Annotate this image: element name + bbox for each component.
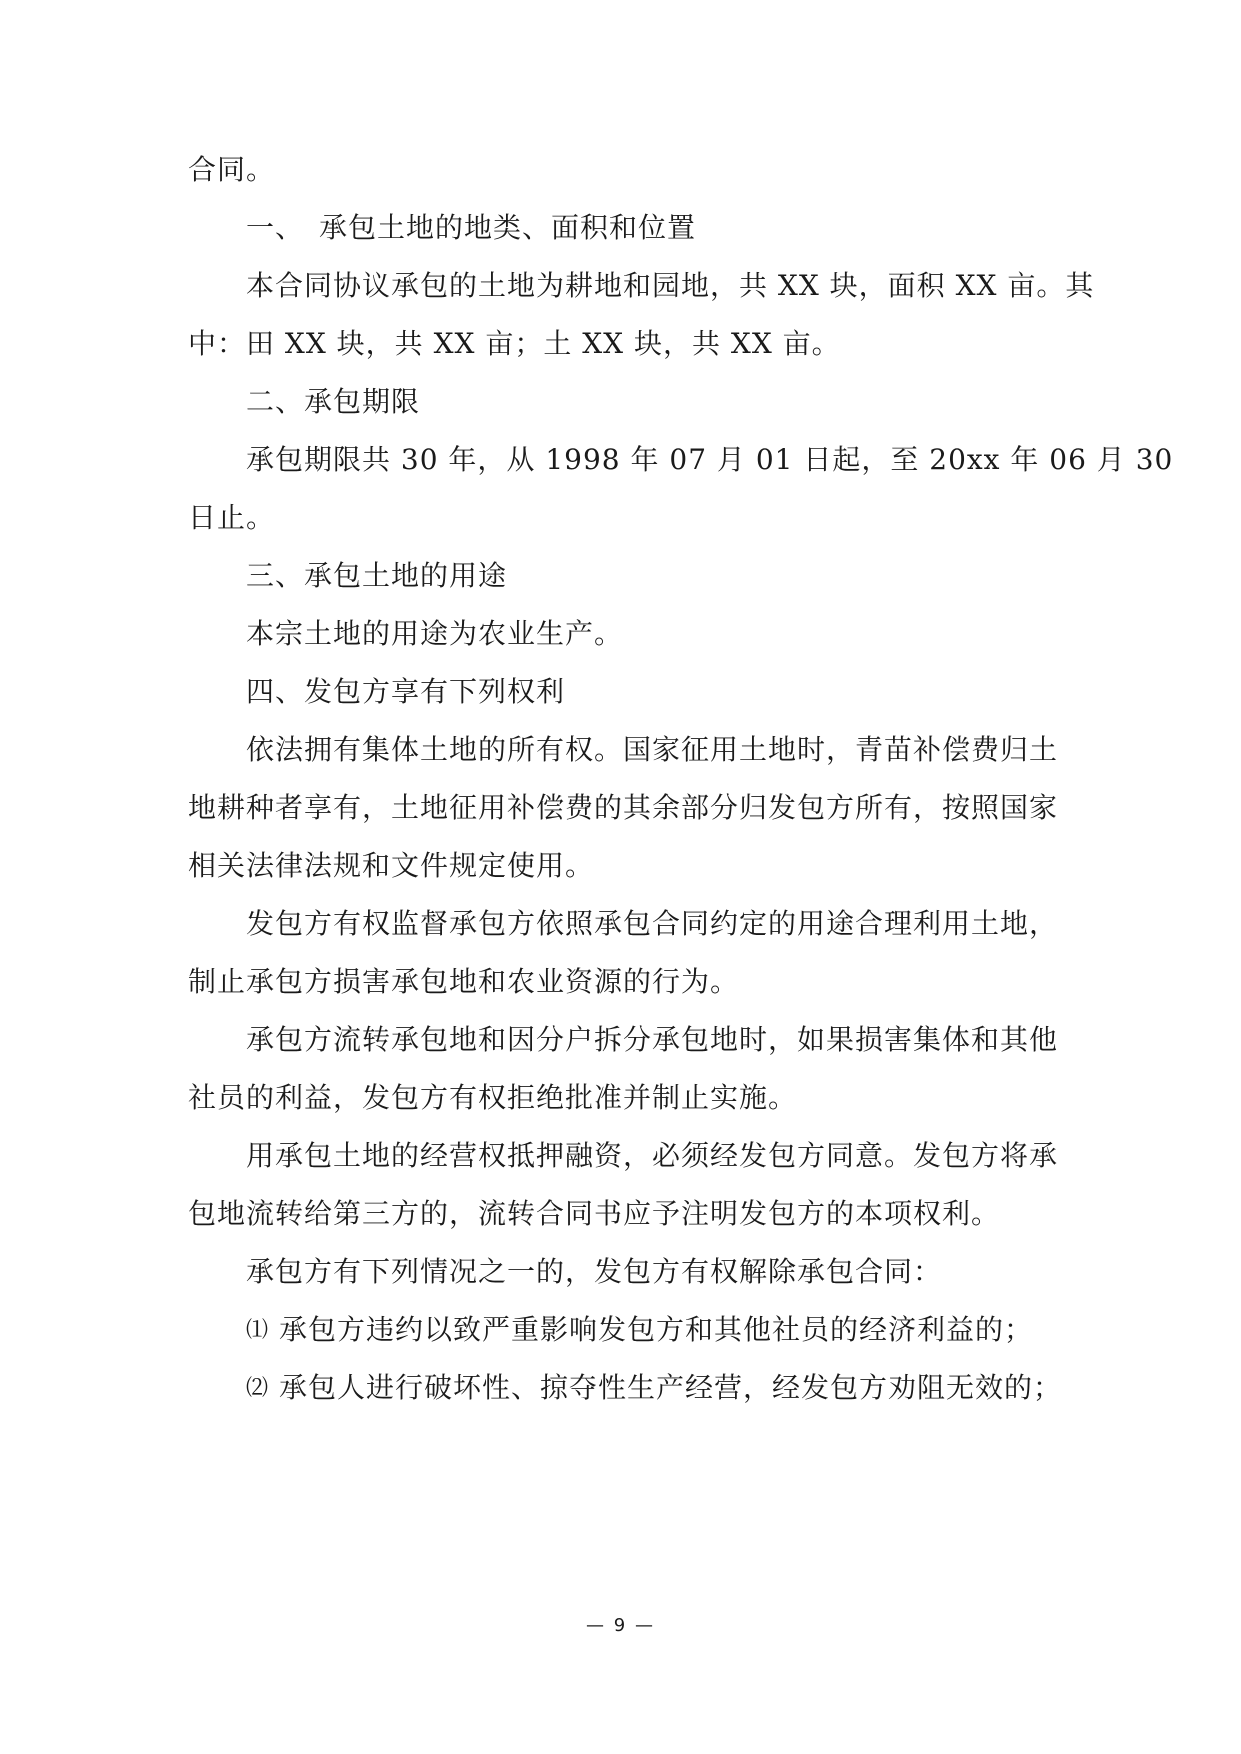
section-heading: 四、发包方享有下列权利	[246, 675, 566, 708]
text-line: 承包期限共 30 年，从 1998 年 07 月 01 日起，至 20xx 年 06 月 30	[246, 443, 1174, 476]
text-line: 包地流转给第三方的，流转合同书应予注明发包方的本项权利。	[188, 1197, 1001, 1230]
text-line: 本宗土地的用途为农业生产。	[246, 617, 624, 650]
list-item-number: ⑴	[246, 1318, 270, 1343]
list-item-text: 承包人进行破坏性、掠夺性生产经营，经发包方劝阻无效的；	[279, 1371, 1063, 1404]
text-line: 本合同协议承包的土地为耕地和园地，共 XX 块，面积 XX 亩。其	[246, 269, 1095, 302]
list-item	[246, 1310, 1033, 1350]
text-line: 相关法律法规和文件规定使用。	[188, 849, 595, 882]
text-line: 社员的利益，发包方有权拒绝批准并制止实施。	[188, 1081, 798, 1114]
text-line: 日止。	[188, 501, 276, 534]
list-item-text: 承包方违约以致严重影响发包方和其他社员的经济利益的；	[279, 1313, 1034, 1346]
section-heading: 二、承包期限	[246, 385, 421, 418]
text-line: 发包方有权监督承包方依照承包合同约定的用途合理利用土地，	[246, 907, 1059, 940]
list-item	[246, 1368, 1062, 1408]
section-heading: 一、 承包土地的地类、面积和位置	[246, 211, 697, 244]
section-heading: 三、承包土地的用途	[246, 559, 508, 592]
text-line: 合同。	[188, 153, 276, 186]
page-number: — 9 —	[586, 1615, 655, 1636]
text-line: 用承包土地的经营权抵押融资，必须经发包方同意。发包方将承	[246, 1139, 1059, 1172]
text-line: 地耕种者享有，土地征用补偿费的其余部分归发包方所有，按照国家	[188, 791, 1059, 824]
text-line: 承包方有下列情况之一的，发包方有权解除承包合同：	[246, 1255, 943, 1288]
text-line: 制止承包方损害承包地和农业资源的行为。	[188, 965, 740, 998]
text-line: 承包方流转承包地和因分户拆分承包地时，如果损害集体和其他	[246, 1023, 1059, 1056]
text-line: 依法拥有集体土地的所有权。国家征用土地时，青苗补偿费归土	[246, 733, 1059, 766]
list-item-number: ⑵	[246, 1376, 270, 1401]
text-line: 中：田 XX 块，共 XX 亩；土 XX 块，共 XX 亩。	[188, 327, 841, 360]
